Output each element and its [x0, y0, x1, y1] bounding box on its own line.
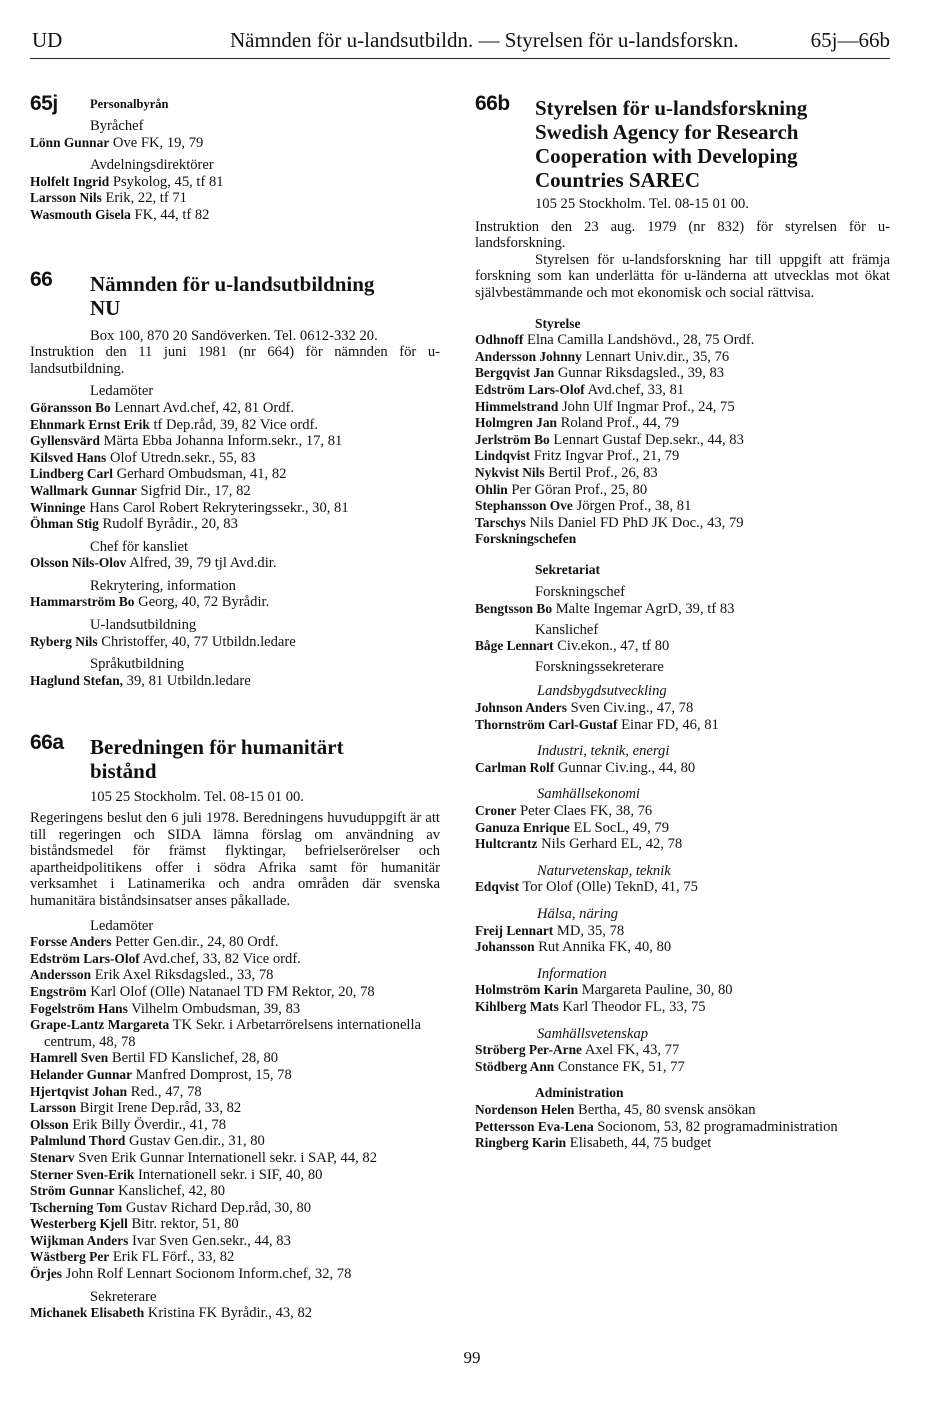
- entry: [475, 515, 890, 532]
- page-number: 99: [463, 1348, 481, 1367]
- group-heading: Forskningssekreterare: [535, 658, 664, 675]
- group-heading: Landsbygdsutveckling: [537, 683, 667, 700]
- group-heading: Ledamöter: [90, 917, 154, 934]
- entry: [475, 432, 890, 449]
- entry-name: Nordenson Helen: [475, 1101, 575, 1117]
- entry: [30, 500, 440, 517]
- staff-groups: [30, 918, 440, 1322]
- entry-name: Grape-Lantz Margareta: [30, 1017, 170, 1033]
- entry-name: Haglund Stefan,: [30, 672, 124, 688]
- entry-name: Ringberg Karin: [475, 1135, 567, 1151]
- group-heading: U-landsutbildning: [90, 617, 197, 634]
- entry: [475, 820, 890, 837]
- entry-name: Örjes: [30, 1266, 62, 1282]
- entry: [30, 190, 440, 207]
- entry: [30, 634, 440, 651]
- entry-name: Nykvist Nils: [475, 464, 545, 480]
- entry: [475, 365, 890, 382]
- entry-name: Helander Gunnar: [30, 1066, 133, 1082]
- entry: [475, 700, 890, 717]
- entry: [30, 967, 440, 984]
- entry-details: tf Dep.råd, 39, 82 Vice ordf.: [153, 416, 319, 433]
- group-heading: Rekrytering, information: [90, 577, 236, 594]
- entry: [30, 1150, 440, 1167]
- section-title: Nämnden för u-landsutbildning NU: [90, 271, 375, 320]
- section-number: 66a: [30, 731, 64, 755]
- entry-name: Johansson: [475, 939, 535, 955]
- entry-name: Himmelstrand: [475, 398, 559, 414]
- entry-name: Sterner Sven-Erik: [30, 1166, 135, 1182]
- entry: [475, 349, 890, 366]
- entry-name: Stenarv: [30, 1149, 75, 1165]
- entry-details: Erik Billy Överdir., 41, 78: [72, 1116, 226, 1133]
- entry-details: Christoffer, 40, 77 Utbildn.ledare: [101, 633, 296, 650]
- entry-name: Andersson: [30, 967, 92, 983]
- intro-text: Regeringens beslut den 6 juli 1978. Beredningens huvuduppgift är att till regeringen och SIDA lämna förslag om användning av biståndsmedel för främst flyktingar, befrielserörelser och apartheidpolitikens offer i södra Afrika samt för humanitär verksamhet i Latinamerika och andra områden där svenska humanitära biståndsinsatser anses påkallade.: [30, 810, 440, 909]
- section-66a: [30, 731, 440, 1322]
- entry-details: John Ulf Ingmar Prof., 24, 75: [561, 398, 735, 415]
- entry-details: Gerhard Ombudsman, 41, 82: [116, 466, 287, 483]
- entry: [475, 638, 890, 655]
- section-title: Beredningen för humanitärt bistånd: [90, 735, 344, 784]
- entry-name: Winninge: [30, 499, 86, 515]
- entry-details: Roland Prof., 44, 79: [560, 415, 679, 432]
- entry: [30, 174, 440, 191]
- entry-details: Vilhelm Ombudsman, 39, 83: [131, 1000, 301, 1017]
- entry-details: Bertha, 45, 80 svensk ansökan: [577, 1101, 756, 1118]
- section-number: 65j: [30, 92, 58, 115]
- entry-details: Gustav Richard Dep.råd, 30, 80: [125, 1199, 312, 1216]
- entry: [475, 760, 890, 777]
- intro-text-2: Styrelsen för u-landsforskning har till uppgift att främja forskning som kan underlätta för u-länderna att utvecklas mot ökat självbestämmande och mot ekonomisk och social rättvisa.: [475, 251, 890, 301]
- entry: [475, 382, 890, 399]
- left-column: [30, 92, 440, 1322]
- address: Box 100, 870 20 Sandöverken. Tel. 0612-332 20.: [90, 327, 378, 344]
- entry: [30, 417, 440, 434]
- entry: [475, 1042, 890, 1059]
- entry: [30, 594, 440, 611]
- entry: [475, 482, 890, 499]
- entry-name: Engström: [30, 983, 87, 999]
- group-heading: Samhällsvetenskap: [537, 1025, 649, 1042]
- header-left: UD: [32, 28, 63, 52]
- right-column: [475, 92, 890, 1152]
- group-heading: Industri, teknik, energi: [537, 743, 670, 760]
- entry-details: Georg, 40, 72 Byrådir.: [138, 594, 270, 611]
- entry-details: Nils Daniel FD PhD JK Doc., 43, 79: [529, 514, 744, 531]
- entry: [475, 1102, 890, 1119]
- header-rule: [30, 58, 890, 59]
- address: 105 25 Stockholm. Tel. 08-15 01 00.: [90, 789, 304, 806]
- entry-name: Lindberg Carl: [30, 466, 113, 482]
- entry-name: Ehnmark Ernst Erik: [30, 416, 150, 432]
- entry-name: Lindqvist: [475, 448, 531, 464]
- entry-details: Rut Annika FK, 40, 80: [538, 939, 672, 956]
- entry-details: Peter Claes FK, 38, 76: [520, 803, 653, 819]
- entry-name: Wasmouth Gisela: [30, 206, 131, 222]
- entry: [475, 1119, 890, 1136]
- entry: [30, 555, 440, 572]
- entry: [30, 466, 440, 483]
- group-heading: Administration: [535, 1085, 624, 1101]
- entry: [475, 717, 890, 734]
- entry-name: Ryberg Nils: [30, 633, 98, 649]
- section-number: 66: [30, 267, 53, 291]
- group-heading: Information: [537, 965, 607, 982]
- entry-name: Bengtsson Bo: [475, 601, 553, 617]
- entry-name: Freij Lennart: [475, 922, 554, 938]
- entry: [30, 1233, 440, 1250]
- entry-name: Odhnoff: [475, 332, 524, 348]
- entry: [30, 1001, 440, 1018]
- entry: [30, 1266, 440, 1283]
- entry-details: Petter Gen.dir., 24, 80 Ordf.: [115, 934, 279, 951]
- entry-details: Elisabeth, 44, 75 budget: [569, 1135, 712, 1152]
- header-right: 65j—66b: [810, 28, 890, 52]
- entry-name: Michanek Elisabeth: [30, 1305, 145, 1321]
- entry-details: Gunnar Riksdagsled., 39, 83: [557, 365, 725, 382]
- entry: [30, 516, 440, 533]
- entry: [30, 934, 440, 951]
- entry-details: Socionom, 53, 82 programadministration: [597, 1118, 838, 1135]
- entry-details: Rudolf Byrådir., 20, 83: [102, 516, 238, 533]
- entry-name: Edström Lars-Olof: [30, 950, 140, 966]
- section-number: 66b: [475, 92, 510, 115]
- group-heading: Naturvetenskap, teknik: [537, 862, 671, 879]
- entry: [30, 984, 440, 1001]
- entry: [475, 1135, 890, 1152]
- secretariat: [475, 562, 890, 676]
- section-66: [30, 267, 440, 690]
- entry: [30, 135, 440, 152]
- entry: [475, 601, 890, 618]
- section-65j: [30, 92, 440, 224]
- entry-name: Öhman Stig: [30, 516, 99, 532]
- board-list: [475, 316, 890, 548]
- entry-details: Lennart Gustaf Dep.sekr., 44, 83: [553, 431, 744, 448]
- entry-name: Forskningschefen: [475, 531, 577, 547]
- entry: [475, 498, 890, 515]
- entry-details: Margareta Pauline, 30, 80: [581, 982, 733, 999]
- entry-details: Bertil Prof., 26, 83: [548, 464, 658, 481]
- entry-details: Alfred, 39, 79 tjl Avd.dir.: [129, 555, 277, 572]
- entry-name: Tarschys: [475, 514, 526, 530]
- entry-name: Palmlund Thord: [30, 1133, 126, 1149]
- section-title: Styrelsen för u-landsforskning Swedish Agency for Research Cooperation with Developing Countries SAREC: [535, 96, 808, 192]
- entry-details: Olof Utredn.sekr., 55, 83: [109, 449, 256, 466]
- entry: [475, 803, 890, 820]
- group-heading: Chef för kansliet: [90, 538, 189, 555]
- entry-details: Einar FD, 46, 81: [621, 716, 719, 733]
- entry-details: Tor Olof (Olle) TeknD, 41, 75: [522, 879, 698, 896]
- research-areas: [475, 683, 890, 1075]
- entry: [30, 1305, 440, 1322]
- entry: [30, 1117, 440, 1134]
- entry-name: Carlman Rolf: [475, 759, 555, 775]
- entry: [475, 531, 890, 548]
- entry: [30, 1133, 440, 1150]
- entry-name: Larsson Nils: [30, 190, 102, 206]
- entry: [475, 923, 890, 940]
- entry-name: Stödberg Ann: [475, 1058, 555, 1074]
- entry-details: MD, 35, 78: [556, 922, 625, 939]
- group-heading: Byråchef: [90, 118, 144, 134]
- group-heading: Ledamöter: [90, 383, 154, 400]
- entry-name: Hamrell Sven: [30, 1050, 109, 1066]
- entry-details: Civ.ekon., 47, tf 80: [557, 638, 670, 655]
- entry-details: Nils Gerhard EL, 42, 78: [541, 836, 683, 853]
- entry-name: Forsse Anders: [30, 934, 112, 950]
- entry-details: 39, 81 Utbildn.ledare: [126, 672, 251, 689]
- entry: [30, 1067, 440, 1084]
- entry: [30, 1200, 440, 1217]
- entry-details: Sven Erik Gunnar Internationell sekr. i SAP, 44, 82: [78, 1149, 378, 1166]
- entry-details: Internationell sekr. i SIF, 40, 80: [137, 1166, 323, 1183]
- entry-details: Kristina FK Byrådir., 43, 82: [147, 1305, 313, 1322]
- entry-name: Kihlberg Mats: [475, 998, 559, 1014]
- entry: [475, 448, 890, 465]
- entry-details: Constance FK, 51, 77: [557, 1058, 685, 1075]
- entry-details: Bitr. rektor, 51, 80: [131, 1216, 239, 1233]
- entry-name: Jerlström Bo: [475, 431, 550, 447]
- entry-details: Kanslichef, 42, 80: [118, 1183, 226, 1200]
- entry-name: Hultcrantz: [475, 836, 538, 852]
- entry: [475, 332, 890, 349]
- entry-details: Sven Civ.ing., 47, 78: [570, 700, 694, 717]
- entry-details: Lennart Avd.chef, 42, 81 Ordf.: [114, 399, 295, 416]
- entry: [30, 673, 440, 690]
- entry: [475, 879, 890, 896]
- entry: [30, 450, 440, 467]
- entry: [30, 400, 440, 417]
- entry-details: Psykolog, 45, tf 81: [112, 173, 224, 190]
- intro-text: Instruktion den 11 juni 1981 (nr 664) för nämnden för u-landsutbildning.: [30, 344, 440, 377]
- entry-details: Fritz Ingvar Prof., 21, 79: [533, 448, 680, 465]
- entry-name: Edström Lars-Olof: [475, 381, 585, 397]
- entry-name: Ström Gunnar: [30, 1183, 115, 1199]
- entry: [475, 939, 890, 956]
- entry: [30, 1249, 440, 1266]
- entry-name: Larsson: [30, 1100, 77, 1116]
- entry-details: Gunnar Civ.ing., 44, 80: [557, 759, 696, 776]
- entry-name: Ganuza Enrique: [475, 819, 570, 835]
- entry: [475, 999, 890, 1016]
- entry-name: Pettersson Eva-Lena: [475, 1118, 594, 1134]
- entry: [475, 836, 890, 853]
- entry-name: Bergqvist Jan: [475, 365, 555, 381]
- entry-name: Ströberg Per-Arne: [475, 1042, 582, 1058]
- entry-name: Lönn Gunnar: [30, 134, 110, 150]
- entry-details: Birgit Irene Dep.råd, 33, 82: [79, 1100, 242, 1117]
- group-heading: Samhällsekonomi: [537, 786, 640, 803]
- entry-details: Märta Ebba Johanna Inform.sekr., 17, 81: [103, 433, 343, 450]
- group-heading: Kanslichef: [535, 621, 599, 638]
- entry: [30, 1216, 440, 1233]
- entry: [30, 1183, 440, 1200]
- entry-details: John Rolf Lennart Socionom Inform.chef, 32, 78: [65, 1266, 352, 1283]
- entry: [30, 951, 440, 968]
- entry-name: Andersson Johnny: [475, 348, 582, 364]
- entry: [30, 207, 440, 224]
- entry-details: Ivar Sven Gen.sekr., 44, 83: [132, 1232, 291, 1249]
- entry-name: Johnson Anders: [475, 700, 567, 716]
- entry-details: Lennart Univ.dir., 35, 76: [585, 348, 730, 365]
- entry: [475, 415, 890, 432]
- group-heading: Avdelningsdirektörer: [90, 157, 214, 174]
- entry-name: Tscherning Tom: [30, 1199, 123, 1215]
- entry-name: Holfelt Ingrid: [30, 173, 110, 189]
- section-title: Personalbyrån: [90, 97, 169, 111]
- entry-name: Stephansson Ove: [475, 498, 573, 514]
- entry-details: Red., 47, 78: [130, 1083, 202, 1100]
- entry: [30, 1100, 440, 1117]
- group-heading: Sekretariat: [535, 561, 600, 577]
- entry-details: Karl Olof (Olle) Natanael TD FM Rektor, 20, 78: [90, 983, 375, 1000]
- entry: [30, 1050, 440, 1067]
- entry: [475, 1059, 890, 1076]
- entry: [475, 982, 890, 999]
- entry-name: Wijkman Anders: [30, 1232, 129, 1248]
- running-header: [30, 28, 890, 54]
- entry-details: Avd.chef, 33, 82 Vice ordf.: [142, 950, 301, 967]
- entry-details: Per Göran Prof., 25, 80: [511, 481, 648, 498]
- entry: [30, 1167, 440, 1184]
- staff-groups: [30, 118, 440, 224]
- entry-name: Thornström Carl-Gustaf: [475, 716, 618, 732]
- entry-name: Edqvist: [475, 879, 519, 895]
- entry: [475, 399, 890, 416]
- entry-name: Wallmark Gunnar: [30, 482, 137, 498]
- entry-name: Holmström Karin: [475, 982, 579, 998]
- entry-details: Hans Carol Robert Rekryteringssekr., 30, 81: [89, 499, 349, 516]
- entry-name: Göransson Bo: [30, 399, 111, 415]
- entry-name: Westerberg Kjell: [30, 1216, 128, 1232]
- entry-details: Ove FK, 19, 79: [112, 134, 204, 151]
- entry: [30, 433, 440, 450]
- entry: [475, 465, 890, 482]
- entry-name: Kilsved Hans: [30, 449, 107, 465]
- entry-name: Olsson Nils-Olov: [30, 555, 127, 571]
- entry-details: Avd.chef, 33, 81: [587, 381, 685, 398]
- entry-details: Axel FK, 43, 77: [584, 1042, 680, 1059]
- entry-name: Båge Lennart: [475, 638, 554, 654]
- entry-details: Jörgen Prof., 38, 81: [576, 498, 692, 515]
- entry: [30, 483, 440, 500]
- entry-name: Ohlin: [475, 481, 508, 497]
- entry-details: Erik Axel Riksdagsled., 33, 78: [94, 967, 274, 984]
- entry-details: Elna Camilla Landshövd., 28, 75 Ordf.: [527, 332, 755, 349]
- group-heading: Forskningschef: [535, 584, 625, 601]
- entry-details: Sigfrid Dir., 17, 82: [140, 482, 251, 499]
- address: 105 25 Stockholm. Tel. 08-15 01 00.: [535, 196, 749, 212]
- entry-details: Karl Theodor FL, 33, 75: [562, 998, 706, 1015]
- entry-name: Croner: [475, 803, 517, 818]
- entry-details: Manfred Domprost, 15, 78: [135, 1066, 292, 1083]
- entry-details: Erik, 22, tf 71: [105, 190, 187, 207]
- entry-details: FK, 44, tf 82: [134, 206, 210, 223]
- group-heading: Sekreterare: [90, 1288, 157, 1305]
- entry-details: EL SocL, 49, 79: [573, 819, 670, 836]
- entry-details: Bertil FD Kanslichef, 28, 80: [111, 1050, 279, 1067]
- entry-name: Wästberg Per: [30, 1249, 110, 1265]
- intro-text: Instruktion den 23 aug. 1979 (nr 832) för styrelsen för u-landsforskning.: [475, 218, 890, 252]
- entry: [30, 1084, 440, 1101]
- entry-name: Hjertqvist Johan: [30, 1083, 128, 1099]
- group-heading: Hälsa, näring: [537, 905, 619, 922]
- entry-details: Malte Ingemar AgrD, 39, tf 83: [555, 601, 735, 618]
- entry: [30, 1017, 440, 1050]
- administration: [475, 1085, 890, 1151]
- entry-name: Gyllensvärd: [30, 433, 100, 449]
- entry-name: Fogelström Hans: [30, 1000, 128, 1016]
- entry-details: TK Sekr. i Arbetarrörelsens internationella centrum, 48, 78: [44, 1017, 422, 1050]
- entry-details: Gustav Gen.dir., 31, 80: [129, 1133, 265, 1150]
- staff-groups: [30, 383, 440, 689]
- entry-name: Olsson: [30, 1116, 69, 1132]
- entry-name: Hammarström Bo: [30, 594, 135, 610]
- entry-details: Erik FL Förf., 33, 82: [112, 1249, 235, 1266]
- section-66b: [475, 92, 890, 1152]
- header-center: Nämnden för u-landsutbildn. — Styrelsen för u-landsforskn.: [230, 28, 739, 52]
- group-heading: Språkutbildning: [90, 656, 185, 673]
- entry-name: Holmgren Jan: [475, 415, 557, 431]
- group-heading: Styrelse: [535, 315, 581, 331]
